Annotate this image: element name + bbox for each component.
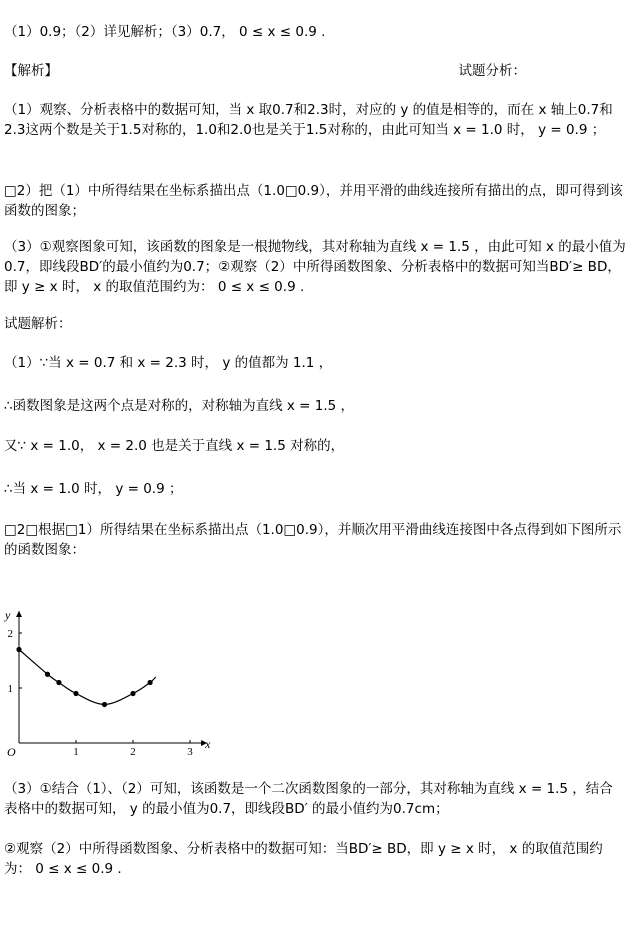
solution-step-7: ②观察（2）中所得函数图象、分析表格中的数据可知：当BD′≥ BD，即 y ≥ x 时， x 的取值范围约为： 0 ≤ x ≤ 0.9 . [4, 841, 603, 877]
data-point [16, 647, 21, 652]
data-point [56, 680, 61, 685]
origin-label: O [7, 745, 16, 759]
answer-line: （1）0.9；（2）详见解析；（3）0.7， 0 ≤ x ≤ 0.9 . [4, 24, 326, 40]
data-point [73, 691, 78, 696]
solution-title: 试题解析： [4, 316, 72, 332]
data-point [102, 702, 107, 707]
solution-step-4: ∴当 x = 1.0 时， y = 0.9 ； [4, 481, 183, 497]
section-header [4, 61, 626, 81]
solution-step-1: （1）∵当 x = 0.7 和 x = 2.3 时， y 的值都为 1.1 ， [4, 355, 333, 371]
solution-step-5: □2□根据□1）所得结果在坐标系描出点（1.0□0.9），并顺次用平滑曲线连接图中各点得到如下图所示的函数图象： [4, 522, 622, 558]
solution-step-6: （3）①结合（1）、（2）可知，该函数是一个二次函数图象的一部分，其对称轴为直线 x = 1.5 ，结合表格中的数据可知， y 的最小值为0.7，即线段BD′ 的最小值约为0.7cm； [4, 781, 613, 817]
solution-step-2: ∴函数图象是这两个点是对称的，对称轴为直线 x = 1.5 ， [4, 398, 355, 414]
x-tick-label: 3 [187, 746, 193, 758]
analysis-paragraph-2: □2）把（1）中所得结果在坐标系描出点（1.0□0.9），并用平滑的曲线连接所有描出的点，即可得到该函数的图象； [4, 183, 623, 219]
x-axis-label: x [205, 737, 211, 751]
function-graph [0, 575, 230, 760]
y-axis-label: y [5, 608, 11, 622]
y-tick-label: 2 [7, 628, 13, 640]
y-tick-label: 1 [7, 683, 13, 695]
data-point [148, 680, 153, 685]
analysis-paragraph-1: （1）观察、分析表格中的数据可知，当 x 取0.7和2.3时，对应的 y 的值是相等的，而在 x 轴上0.7和2.3这两个数是关于1.5对称的，1.0和2.0也是关于1.5对称的，由此可知当 x = 1.0 时， y = 0.9 ； [4, 102, 613, 138]
data-point [45, 672, 50, 677]
solution-step-3: 又∵ x = 1.0， x = 2.0 也是关于直线 x = 1.5 对称的， [4, 438, 345, 454]
x-tick-label: 2 [130, 746, 136, 758]
analysis-paragraph-3: （3）①观察图象可知，该函数的图象是一根抛物线，其对称轴为直线 x = 1.5 ，由此可知 x 的最小值为0.7，即线段BD′的最小值约为0.7；②观察（2）中所得函数图象、分析表格中的数据可知当BD′≥ BD，即 y ≥ x 时， x 的取值范围约为： 0 ≤ x ≤ 0.9 . [4, 239, 626, 295]
function-curve [19, 650, 156, 705]
analysis-label: 【解析】 [4, 63, 58, 79]
y-axis-arrow [16, 611, 22, 617]
data-point [130, 691, 135, 696]
analysis-subtitle: 试题分析： [458, 63, 526, 79]
x-tick-label: 1 [73, 746, 79, 758]
